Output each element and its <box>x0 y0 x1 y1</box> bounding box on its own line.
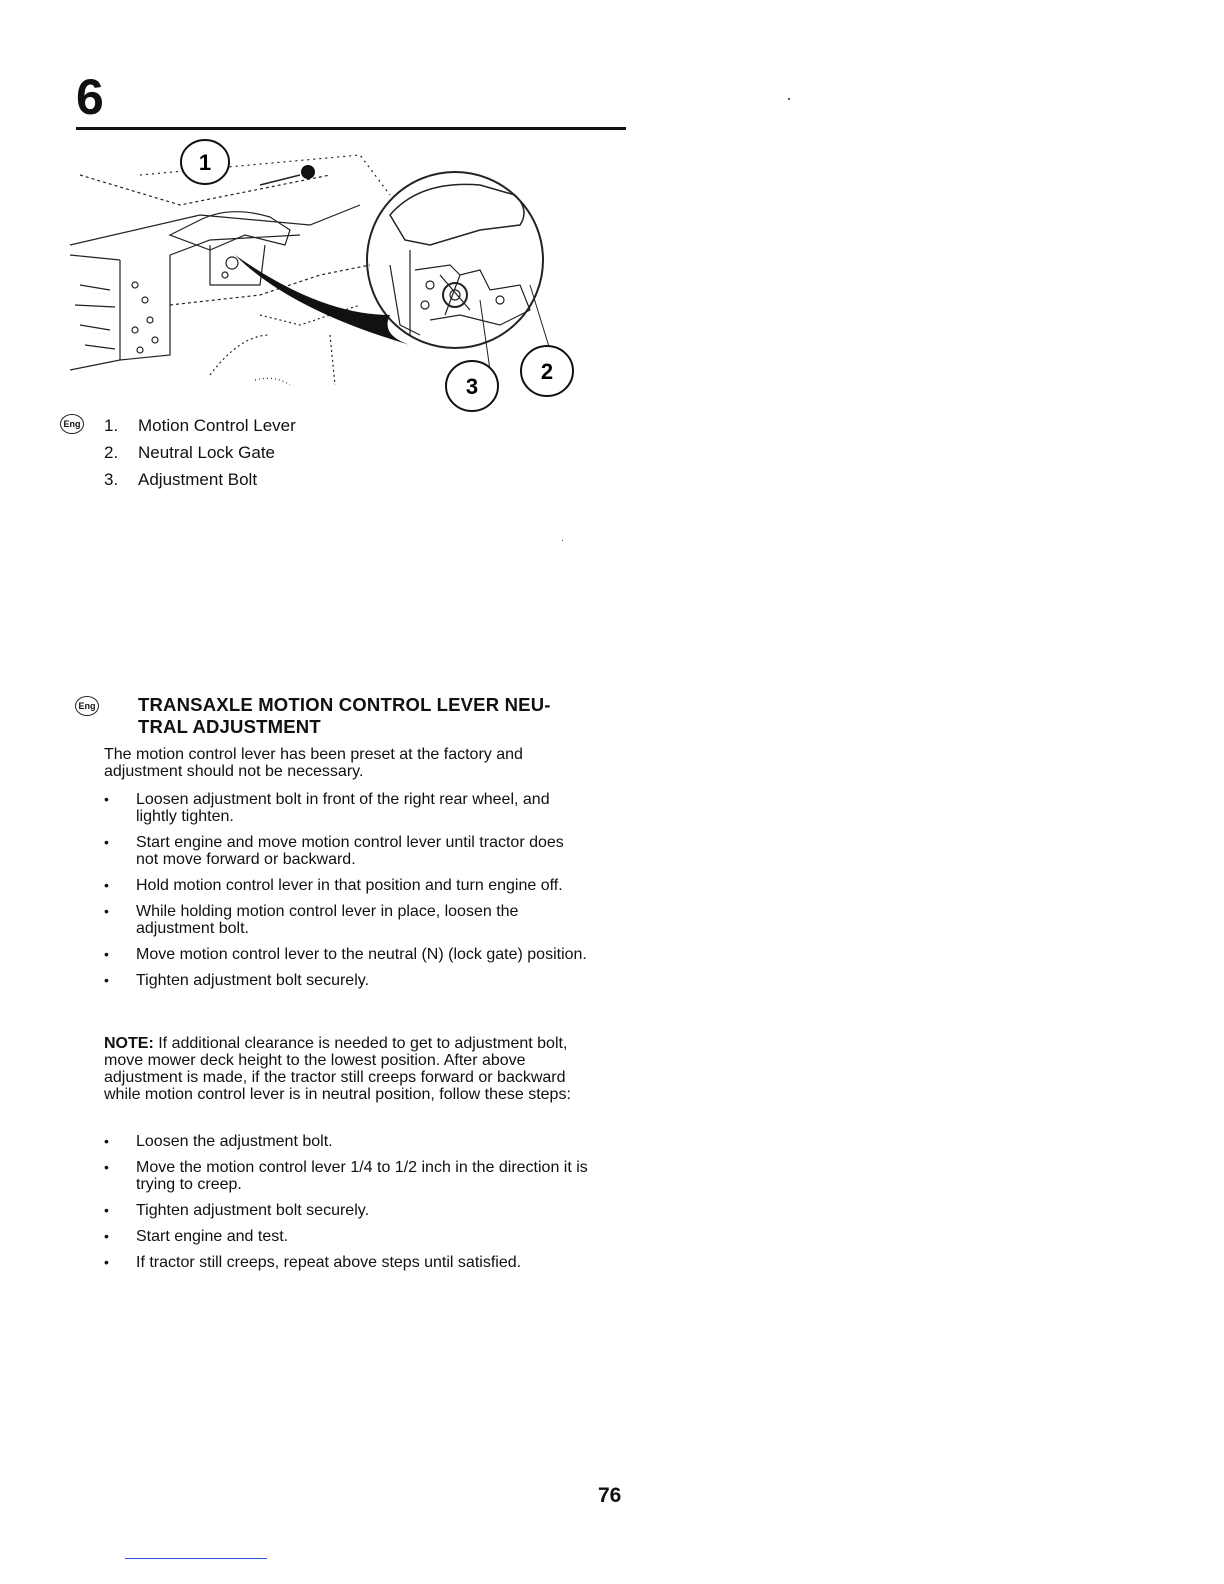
step2-item: • Loosen the adjustment bolt. <box>104 1133 588 1150</box>
legend-item-label: Adjustment Bolt <box>138 470 258 489</box>
legend-item-number: 3. <box>104 470 119 489</box>
steps2-bullets <box>104 1133 588 1271</box>
step-item: • Move motion control lever to the neutral (N) (lock gate) position. <box>104 946 588 963</box>
step2-item: • Tighten adjustment bolt securely. <box>104 1202 588 1219</box>
callout-3-number: 3 <box>465 374 479 399</box>
step-item: • Hold motion control lever in that position and turn engine off. <box>104 877 588 894</box>
callout-1-number: 1 <box>198 150 212 175</box>
footer-rule <box>125 1558 267 1559</box>
intro-paragraph: The motion control lever has been preset at the factory and adjustment should not be necessary. <box>104 746 523 780</box>
step2-item: • Move the motion control lever 1/4 to 1/2 inch in the direction it is trying to creep. <box>104 1159 588 1193</box>
speck <box>788 98 790 100</box>
section-heading-line2: TRAL ADJUSTMENT <box>138 716 321 737</box>
legend-list <box>104 412 296 493</box>
steps2-list <box>104 1133 588 1280</box>
lever-diagram <box>60 135 620 415</box>
note-label: NOTE: <box>104 1035 154 1052</box>
legend-item <box>104 439 296 466</box>
legend-item-label: Motion Control Lever <box>138 416 296 435</box>
section-number: 6 <box>76 69 104 125</box>
legend-item-number: 2. <box>104 443 119 462</box>
legend-item-number: 1. <box>104 416 119 435</box>
legend-item <box>104 466 296 493</box>
note-paragraph <box>104 1035 588 1103</box>
page-number: 76 <box>598 1484 622 1507</box>
legend-item-label: Neutral Lock Gate <box>138 443 276 462</box>
callout-2-number: 2 <box>540 359 554 384</box>
callout-1 <box>181 140 229 184</box>
step2-item: • If tractor still creeps, repeat above steps until satisfied. <box>104 1254 588 1271</box>
steps-list <box>104 791 588 998</box>
step2-item: • Start engine and test. <box>104 1228 588 1245</box>
steps-bullets <box>104 791 588 989</box>
lever-illustration <box>60 135 620 415</box>
callout-2 <box>521 346 573 396</box>
callout-3 <box>446 361 498 411</box>
step-item: • Loosen adjustment bolt in front of the right rear wheel, and lightly tighten. <box>104 791 588 825</box>
section-heading-line1: TRANSAXLE MOTION CONTROL LEVER NEU- <box>138 694 551 715</box>
step-item: • While holding motion control lever in place, loosen the adjustment bolt. <box>104 903 588 937</box>
note-text: If additional clearance is needed to get to adjustment bolt, move mower deck height to the lowest position. After above adjustment is made, if the tractor still creeps forward or backward while motion control lever is in neutral position, follow these steps: <box>104 1035 571 1103</box>
step-item: • Tighten adjustment bolt securely. <box>104 972 588 989</box>
lang-badge-heading: Eng <box>75 696 99 716</box>
header-rule <box>76 127 626 130</box>
lang-badge-legend: Eng <box>60 414 84 434</box>
step-item: • Start engine and move motion control lever until tractor does not move forward or backward. <box>104 834 588 868</box>
section-heading <box>138 694 608 738</box>
legend-item <box>104 412 296 439</box>
speck <box>562 540 563 541</box>
